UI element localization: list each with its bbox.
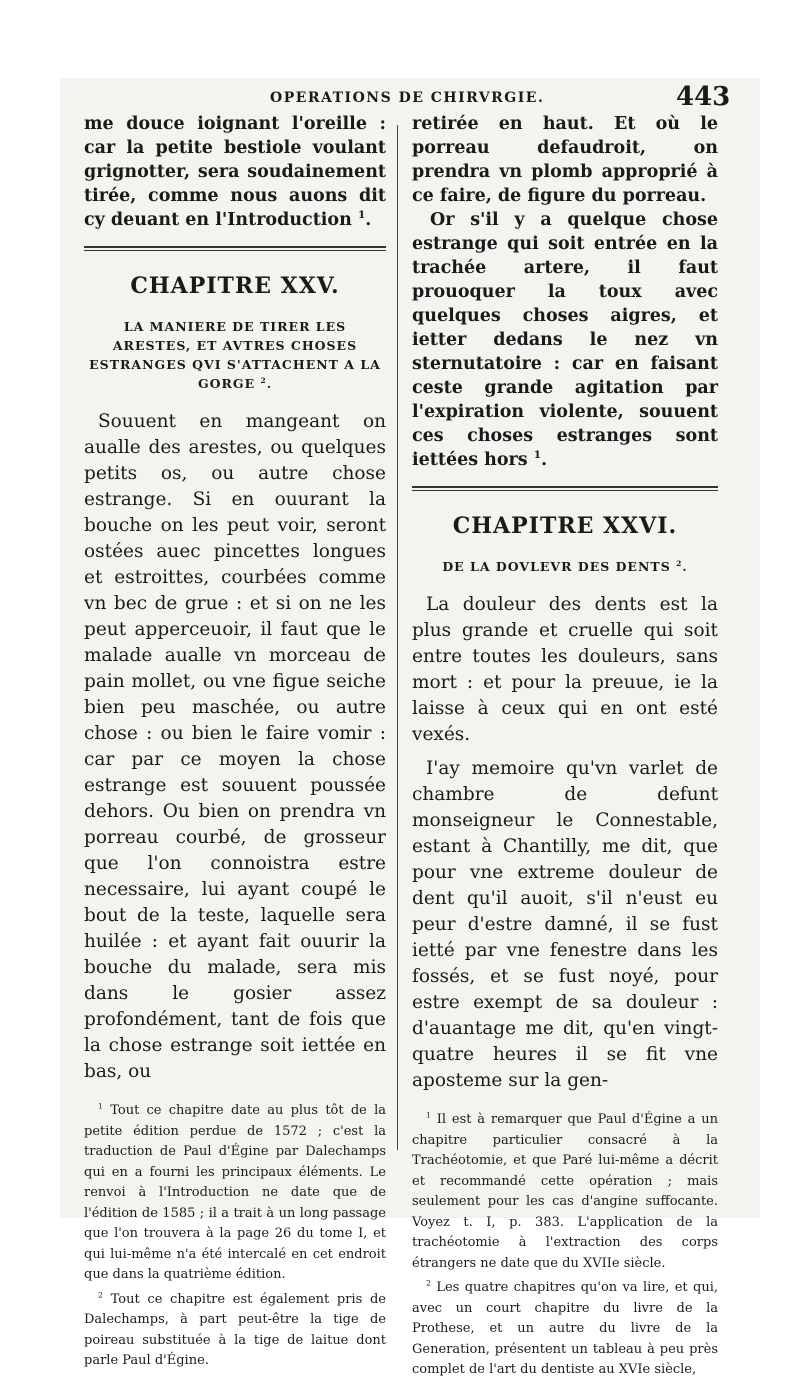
chapter-title: CHAPITRE XXV.: [130, 273, 340, 299]
footnote: [84, 1101, 386, 1286]
left-column: [84, 112, 386, 1376]
footnote: [412, 1278, 718, 1381]
footnote-text: Tout ce chapitre date au plus tôt de la petite édition perdue de 1572 ; c'est la traduction de Paul d'Égine par Dalechamps qui en a fourni les principaux éléments. Le renvoi à l'Introduction ne date que de l'édition de 1585 ; il a trait à un long passage que l'on trouvera à la page 26 du tome I, et qui lui-même n'a été intercalé en cet endroit que dans la quatrième édition.: [84, 1103, 386, 1282]
chapter-title: CHAPITRE XXVI.: [452, 513, 678, 539]
running-title: OPERATIONS DE CHIRVRGIE.: [270, 90, 545, 106]
chapter-subtitle-text: DE LA DOVLEVR DES DENTS: [442, 559, 677, 574]
footnote-text: Il est à remarquer que Paul d'Égine a un chapitre particulier consacré à la Trachéotomie, et que Paré lui-même a décrit et recommandé cette opération ; mais seulement pour les cas d'angine suffocante. Voyez t. I, p. 383. L'application de la trachéotomie à l'extraction des corps étrangers ne date que du XVIIe siècle.: [412, 1112, 718, 1271]
footnote: [412, 1110, 718, 1274]
footnote-mark: 2: [98, 1290, 103, 1300]
body-paragraph: La douleur des dents est la plus grande et cruelle qui soit entre toutes les douleurs, sans mort : et pour la preuue, ie la laisse à ceux qui en ont esté vexés.: [412, 594, 718, 745]
footnote-ref: 1: [533, 449, 542, 462]
left-carry-text: me douce ioignant l'oreille : car la petite bestiole voulant grignotter, sera soudainement tirée, comme nous auons dit cy deuant en l'Introduction: [84, 114, 386, 230]
chapter-subtitle: LA MANIERE DE TIRER LES ARESTES, ET AVTRES CHOSES ESTRANGES QVI S'ATTACHENT A LA GORGE $^2$.: [89, 319, 381, 391]
footnote-text: Les quatre chapitres qu'on va lire, et qui, avec un court chapitre du livre de la Prothese, et un autre du livre de la Generation, présentent un tableau à peu près complet de l'art du dentiste au XVIe siècle,: [412, 1280, 718, 1377]
footnote-mark: 1: [98, 1101, 103, 1111]
chapter-subtitle: DE LA DOVLEVR DES DENTS $^2$.: [442, 558, 688, 574]
left-carry-paragraph: me douce ioignant l'oreille : car la petite bestiole voulant grignotter, sera soudainement tirée, comme nous auons dit cy deuant en l'Introduction $^1$.: [84, 114, 386, 230]
column-divider: [397, 125, 398, 1150]
body-paragraph: I'ay memoire qu'vn varlet de chambre de defunt monseigneur le Connestable, estant à Chantilly, me dit, que pour vne extreme douleur de dent qu'il auoit, s'il n'eust eu peur d'estre damné, il se fust ietté par vne fenestre dans les fossés, et se fust noyé, pour estre exempt de sa douleur : d'auantage me dit, qu'en vingt-quatre heures il se fit vne aposteme sur la gen-: [412, 758, 718, 1091]
right-carry-paragraph: retirée en haut. Et où le porreau defaudroit, on prendra vn plomb approprié à ce faire, de figure du porreau.: [412, 114, 718, 206]
right-paragraph-text: Or s'il y a quelque chose estrange qui soit entrée en la trachée artere, il faut prouoquer la toux avec quelques choses aigres, et ietter dedans le nez vn sternutatoire : car en faisant ceste grande agitation par l'expiration violente, souuent ces choses estranges sont iettées hors: [412, 210, 718, 470]
section-separator: [84, 246, 386, 251]
footnote-ref: 2: [676, 558, 683, 568]
footnote-mark: 2: [426, 1278, 431, 1288]
footnote-text: Tout ce chapitre est également pris de Dalechamps, à part peut-être la tige de poireau substituée à la tige de laitue dont parle Paul d'Égine.: [84, 1291, 386, 1368]
chapter-subtitle-text: LA MANIERE DE TIRER LES ARESTES, ET AVTRES CHOSES ESTRANGES QVI S'ATTACHENT A LA GORGE: [89, 319, 381, 391]
body-paragraph: Souuent en mangeant on aualle des arestes, ou quelques petits os, ou autre chose estrange. Si en ouurant la bouche on les peut voir, seront ostées auec pincettes longues et estroittes, courbées comme vn bec de grue : et si on ne les peut apperceuoir, il faut que le malade aualle vn morceau de pain mollet, ou vne figue seiche bien peu maschée, ou autre chose : ou bien le faire vomir : car par ce moyen la chose estrange est souuent poussée dehors. Ou bien on prendra vn porreau courbé, de grosseur que l'on connoistra estre necessaire, lui ayant coupé le bout de la teste, laquelle sera huilée : et ayant fait ouurir la bouche du malade, sera mis dans le gosier assez profondément, tant de fois que la chose estrange soit iettée en bas, ou: [84, 411, 386, 1082]
footnote-mark: 1: [426, 1110, 431, 1120]
right-paragraph: Or s'il y a quelque chose estrange qui soit entrée en la trachée artere, il faut prouoquer la toux avec quelques choses aigres, et ietter dedans le nez vn sternutatoire : car en faisant ceste grande agitation par l'expiration violente, souuent ces choses estranges sont iettées hors $^1$.: [412, 210, 718, 470]
footnotes: [84, 1101, 386, 1372]
right-column: [412, 112, 718, 1385]
footnotes: [412, 1110, 718, 1381]
footnote-ref: 2: [260, 375, 267, 385]
footnote-ref: 1: [357, 209, 366, 222]
section-separator: [412, 486, 718, 491]
footnote: [84, 1290, 386, 1372]
page-number: 443: [676, 82, 731, 112]
